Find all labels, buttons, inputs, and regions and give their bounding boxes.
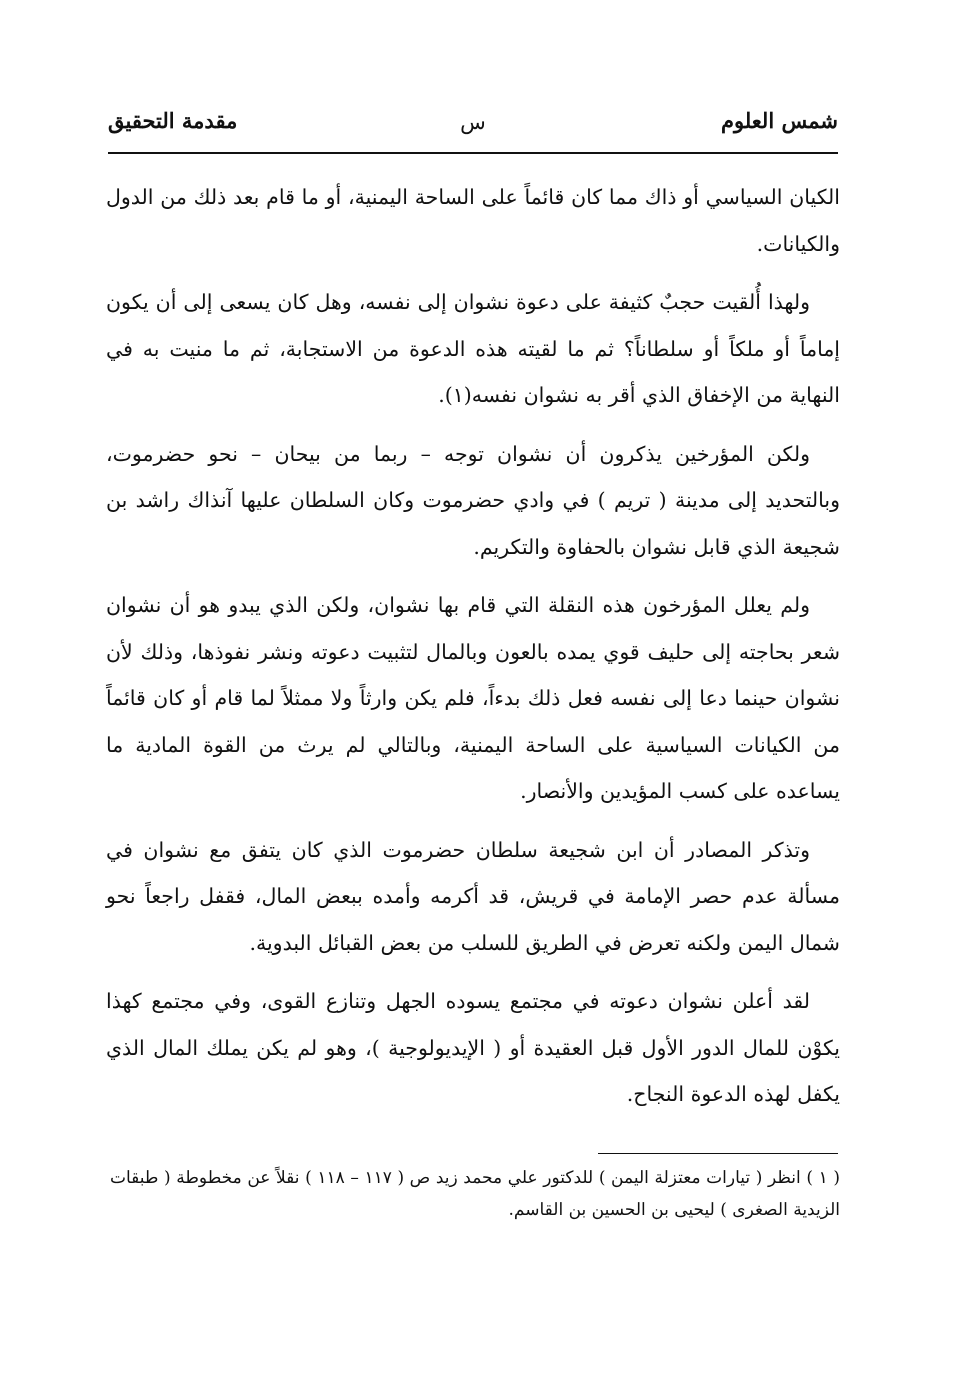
body-text xyxy=(106,174,840,1130)
paragraph: ولهذا أُلقيت حجبٌ كثيفة على دعوة نشوان إلى نفسه، وهل كان يسعى إلى أن يكون إماماً أو ملكاً أو سلطاناً؟ ثم ما لقيته هذه الدعوة من الاستجابة، ثم ما منيت به في النهاية من الإخفاق الذي أقر به نشوان نفسه(١). xyxy=(106,290,840,407)
footnote-divider xyxy=(598,1153,838,1154)
paragraph: ولم يعلل المؤرخون هذه النقلة التي قام بها نشوان، ولكن الذي يبدو هو أن نشوان شعر بحاجته إلى حليف قوي يمده بالعون وبالمال لتثبيت دعوته ونشر نفوذها، وذلك لأن نشوان حينما دعا إلى نفسه فعل ذلك بدءاً، فلم يكن وارثاً ولا ممثلاً لما قام أو كان قائماً من الكيانات السياسية على الساحة اليمنية، وبالتالي لم يرث من القوة المادية ما يساعده على كسب المؤيدين والأنصار. xyxy=(106,593,840,803)
paragraph: وتذكر المصادر أن ابن شجيعة سلطان حضرموت الذي كان يتفق مع نشوان في مسألة عدم حصر الإمامة في قريش، قد أكرمه وأمده ببعض المال، فقفل راجعاً نحو شمال اليمن ولكنه تعرض في الطريق للسلب من بعض القبائل البدوية. xyxy=(106,837,840,955)
book-title: شمس العلوم xyxy=(721,108,838,133)
section-title: مقدمة التحقيق xyxy=(108,108,238,133)
page-number: س xyxy=(460,110,486,134)
paragraph: الكيان السياسي أو ذاك مما كان قائماً على الساحة اليمنية، أو ما قام بعد ذلك من الدول والكيانات. xyxy=(106,185,840,256)
header-divider xyxy=(108,152,838,154)
footnote xyxy=(110,1162,840,1226)
paragraph: لقد أعلن نشوان دعوته في مجتمع يسوده الجهل وتنازع القوى، وفي مجتمع كهذا يكوْن للمال الدور الأول قبل العقيدة أو ( الإيديولوجية )، وهو لم يكن يملك المال الذي يكفل لهذه الدعوة النجاح. xyxy=(106,989,840,1106)
paragraph: ولكن المؤرخين يذكرون أن نشوان توجه – ربما من بيحان – نحو حضرموت، وبالتحديد إلى مدينة ( تريم ) في وادي حضرموت وكان السلطان عليها آنذاك راشد بن شجيعة الذي قابل نشوان بالحفاوة والتكريم. xyxy=(106,441,840,559)
footnote-text: ( ١ ) انظر ( تيارات معتزلة اليمن ) للدكتور علي محمد زيد ص ( ١١٧ – ١١٨ ) نقلاً عن مخطوطة ( طبقات الزيدية الصغرى ) ليحيى بن الحسين بن القاسم. xyxy=(110,1168,840,1220)
running-header xyxy=(108,108,838,148)
